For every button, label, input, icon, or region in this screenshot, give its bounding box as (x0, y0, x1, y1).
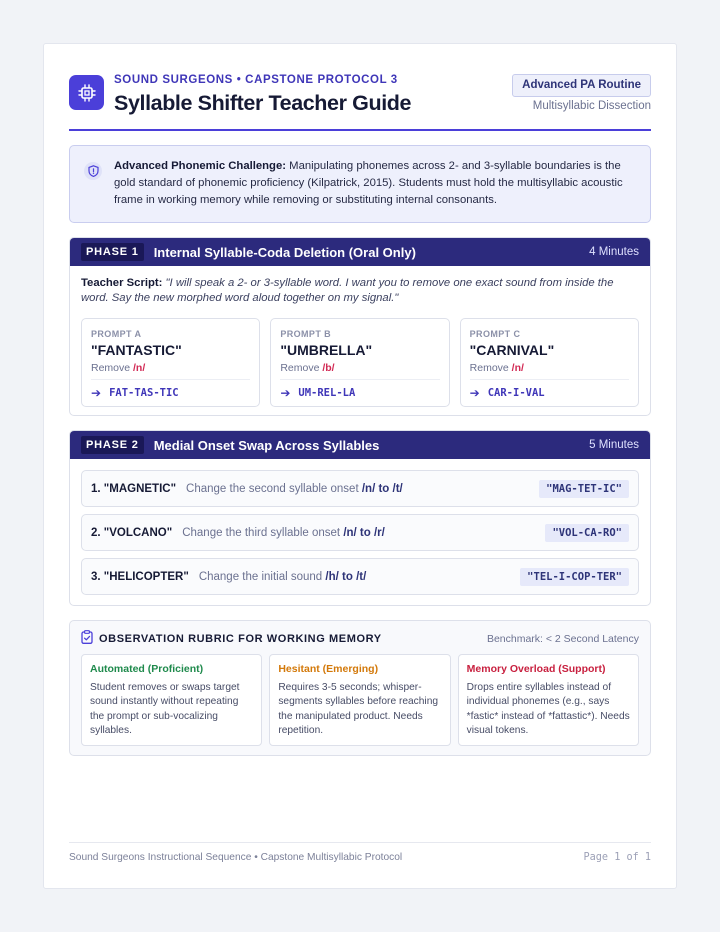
swap-instruction (186, 483, 539, 495)
prompt-result (91, 386, 250, 400)
rubric-benchmark: Benchmark: < 2 Second Latency (486, 633, 639, 645)
result-text: FAT-TAS-TIC (109, 387, 179, 399)
rubric-levels (81, 654, 639, 746)
prompt-label: PROMPT B (280, 329, 332, 339)
swap-phonemes: /n/ to /t/ (361, 482, 403, 495)
phase-1-header (70, 238, 650, 266)
prompt-word: "FANTASTIC" (91, 342, 182, 358)
callout-text (114, 158, 632, 209)
prompt-remove (280, 362, 439, 380)
remove-label: Remove (91, 362, 134, 374)
swap-row (81, 470, 639, 507)
swap-instr-text: Change the initial sound (198, 570, 326, 583)
swap-answer: "MAG-TET-IC" (539, 480, 629, 498)
phase-2-tag: PHASE 2 (81, 436, 144, 454)
badge-subtitle: Multisyllabic Dissection (532, 100, 651, 112)
arrow-right-icon: ➔ (91, 386, 102, 400)
result-text: UM-REL-LA (298, 387, 356, 399)
prompt-label: PROMPT A (91, 329, 142, 339)
remove-phoneme: /n/ (133, 362, 146, 374)
swap-instr-text: Change the second syllable onset (186, 482, 362, 495)
challenge-callout (69, 145, 651, 223)
phase-1-title: Internal Syllable-Coda Deletion (Oral Only) (153, 244, 416, 260)
document-page (43, 43, 677, 889)
swap-row (81, 558, 639, 595)
swap-row (81, 514, 639, 551)
arrow-right-icon: ➔ (469, 386, 480, 400)
remove-label: Remove (469, 362, 512, 374)
phase-1-time: 4 Minutes (589, 246, 639, 258)
routine-badge: Advanced PA Routine (512, 74, 651, 97)
swap-instr-text: Change the third syllable onset (182, 526, 344, 539)
page-number: Page 1 of 1 (583, 852, 651, 863)
prompt-word: "CARNIVAL" (469, 342, 555, 358)
arrow-right-icon: ➔ (280, 386, 291, 400)
prompt-card-b (270, 318, 449, 407)
observation-rubric (69, 620, 651, 756)
level-title: Automated (Proficient) (90, 663, 204, 675)
swap-word: 3. "HELICOPTER" (91, 570, 189, 583)
footer-divider (69, 842, 651, 843)
prompt-card-c (460, 318, 639, 407)
phase-2-time: 5 Minutes (589, 439, 639, 451)
prompt-remove (91, 362, 250, 380)
phase-2-title: Medial Onset Swap Across Syllables (153, 437, 380, 453)
teacher-script (70, 266, 650, 306)
rubric-level-support (458, 654, 639, 746)
result-text: CAR-I-VAL (487, 387, 545, 399)
prompt-card-a (81, 318, 260, 407)
phase-1-tag: PHASE 1 (81, 243, 144, 261)
swap-word: 1. "MAGNETIC" (91, 482, 177, 495)
prompt-result (280, 386, 439, 400)
footer-text: Sound Surgeons Instructional Sequence • Capstone Multisyllabic Protocol (69, 852, 403, 863)
eyebrow-label: SOUND SURGEONS • CAPSTONE PROTOCOL 3 (114, 74, 398, 86)
swap-instruction (182, 527, 545, 539)
prompt-list (70, 306, 650, 407)
remove-label: Remove (280, 362, 323, 374)
callout-body: Manipulating phonemes across 2- and 3-syllable boundaries is the gold standard of phonemic proficiency (Kilpatrick, 2015). Students must hold the multisyllabic acoustic frame in working memory while removing or substituting internal consonants. (114, 160, 623, 206)
script-lead: Teacher Script: (81, 277, 163, 289)
level-description: Student removes or swaps target sound instantly without repeating the prompt or sub-vocalizing syllables. (90, 682, 240, 737)
shield-icon (84, 162, 102, 180)
callout-lead: Advanced Phonemic Challenge: (114, 160, 287, 172)
header-divider (69, 129, 651, 131)
phase-2-header (70, 431, 650, 459)
phase-1-card (69, 237, 651, 416)
swap-instruction (199, 571, 520, 583)
remove-phoneme: /n/ (511, 362, 524, 374)
swap-answer: "VOL-CA-RO" (545, 524, 629, 542)
swap-answer: "TEL-I-COP-TER" (520, 568, 629, 586)
rubric-level-emerging (269, 654, 450, 746)
level-description: Requires 3-5 seconds; whisper-segments syllables before reaching the manipulated product. Needs repetition. (278, 682, 439, 737)
clipboard-icon (81, 630, 93, 649)
phase-2-card (69, 430, 651, 606)
level-title: Memory Overload (Support) (466, 663, 606, 675)
remove-phoneme: /b/ (322, 362, 335, 374)
level-description: Drops entire syllables instead of individual phonemes (e.g., says *fastic* instead of *fattastic*). Needs visual tokens. (466, 682, 630, 737)
swap-phonemes: /n/ to /r/ (343, 526, 385, 539)
swap-phonemes: /h/ to /t/ (325, 570, 367, 583)
rubric-title: OBSERVATION RUBRIC FOR WORKING MEMORY (99, 633, 382, 645)
prompt-result (470, 386, 629, 400)
rubric-header (81, 631, 639, 647)
prompt-word: "UMBRELLA" (280, 342, 373, 358)
chip-icon (69, 75, 104, 110)
swap-list (70, 459, 650, 595)
script-body: "I will speak a 2- or 3-syllable word. I want you to remove one exact sound from inside the word. Say the new morphed word aloud together on my signal." (81, 277, 614, 304)
rubric-level-proficient (81, 654, 262, 746)
prompt-remove (470, 362, 629, 380)
page-title: Syllable Shifter Teacher Guide (114, 91, 412, 115)
level-title: Hesitant (Emerging) (278, 663, 379, 675)
swap-word: 2. "VOLCANO" (91, 526, 173, 539)
prompt-label: PROMPT C (469, 329, 521, 339)
